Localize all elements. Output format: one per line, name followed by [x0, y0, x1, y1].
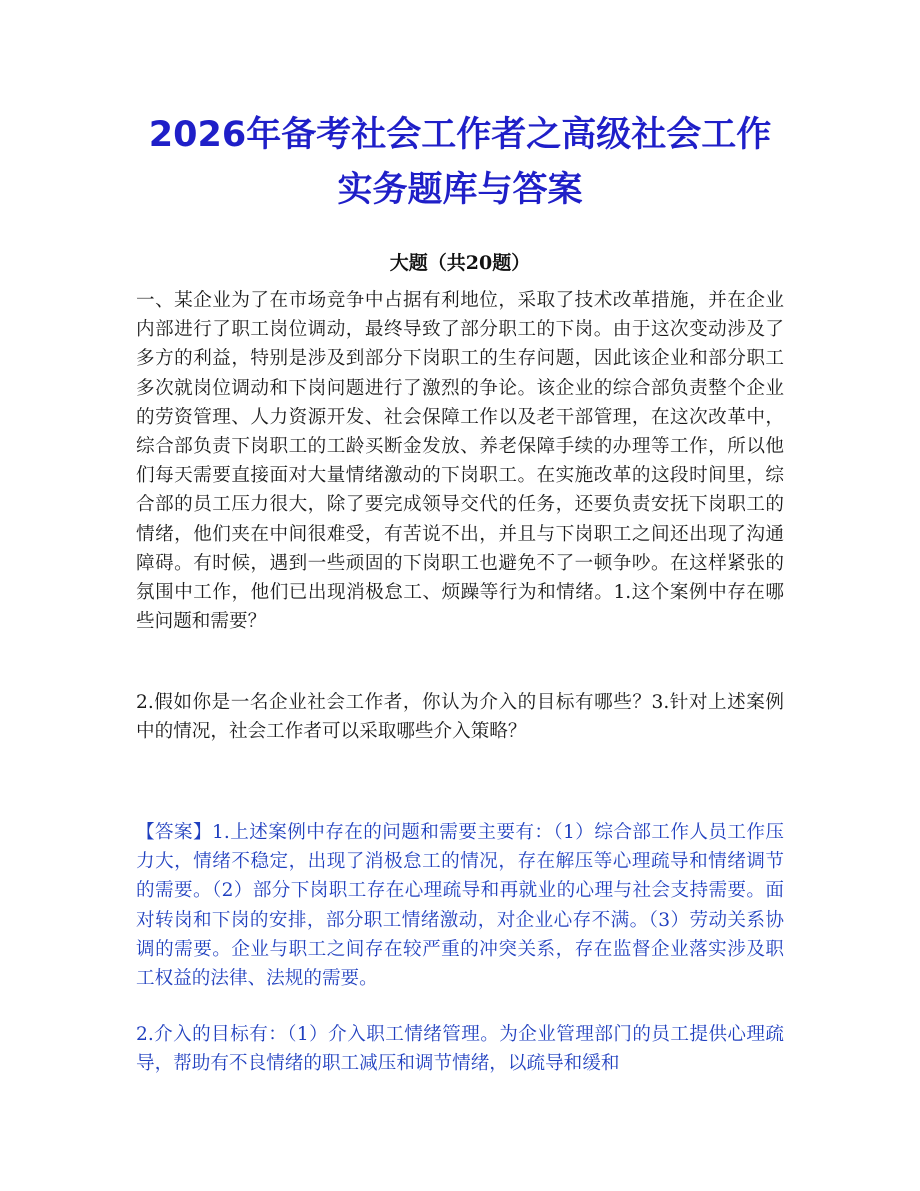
- title-line-1: 2026年备考社会工作者之高级社会工作: [148, 115, 772, 155]
- question-paragraph: 一、某企业为了在市场竞争中占据有利地位，采取了技术改革措施，并在企业内部进行了职工岗位调动，最终导致了部分职工的下岗。由于这次变动涉及了多方的利益，特别是涉及到部分下岗职工的生存问题，因此该企业和部分职工多次就岗位调动和下岗问题进行了激烈的争论。该企业的综合部负责整个企业的劳资管理、人力资源开发、社会保障工作以及老干部管理，在这次改革中，综合部负责下岗职工的工龄买断金发放、养老保障手续的办理等工作，所以他们每天需要直接面对大量情绪激动的下岗职工。在实施改革的这段时间里，综合部的员工压力很大，除了要完成领导交代的任务，还要负责安抚下岗职工的情绪，他们夹在中间很难受，有苦说不出，并且与下岗职工之间还出现了沟通障碍。有时候，遇到一些顽固的下岗职工也避免不了一顿争吵。在这样紧张的氛围中工作，他们已出现消极怠工、烦躁等行为和情绪。1.这个案例中存在哪些问题和需要？: [136, 290, 784, 633]
- answer-paragraph-1: 【答案】1.上述案例中存在的问题和需要主要有：（1）综合部工作人员工作压力大，情绪不稳定，出现了消极怠工的情况，存在解压等心理疏导和情绪调节的需要。（2）部分下岗职工存在心理疏导和再就业的心理与社会支持需要。面对转岗和下岗的安排，部分职工情绪激动，对企业心存不满。（3）劳动关系协调的需要。企业与职工之间存在较严重的冲突关系，存在监督企业落实涉及职工权益的法律、法规的需要。: [136, 822, 784, 990]
- answer-paragraph-2: 2.介入的目标有：（1）介入职工情绪管理。为企业管理部门的员工提供心理疏导，帮助有不良情绪的职工减压和调节情绪，以疏导和缓和: [136, 1024, 784, 1075]
- question-paragraph-2: 2.假如你是一名企业社会工作者，你认为介入的目标有哪些？3.针对上述案例中的情况，社会工作者可以采取哪些介入策略？: [136, 692, 784, 743]
- document-title: [120, 108, 800, 218]
- title-line-2: 实务题库与答案: [337, 170, 583, 210]
- section-heading: 大题（共20题）: [389, 252, 531, 274]
